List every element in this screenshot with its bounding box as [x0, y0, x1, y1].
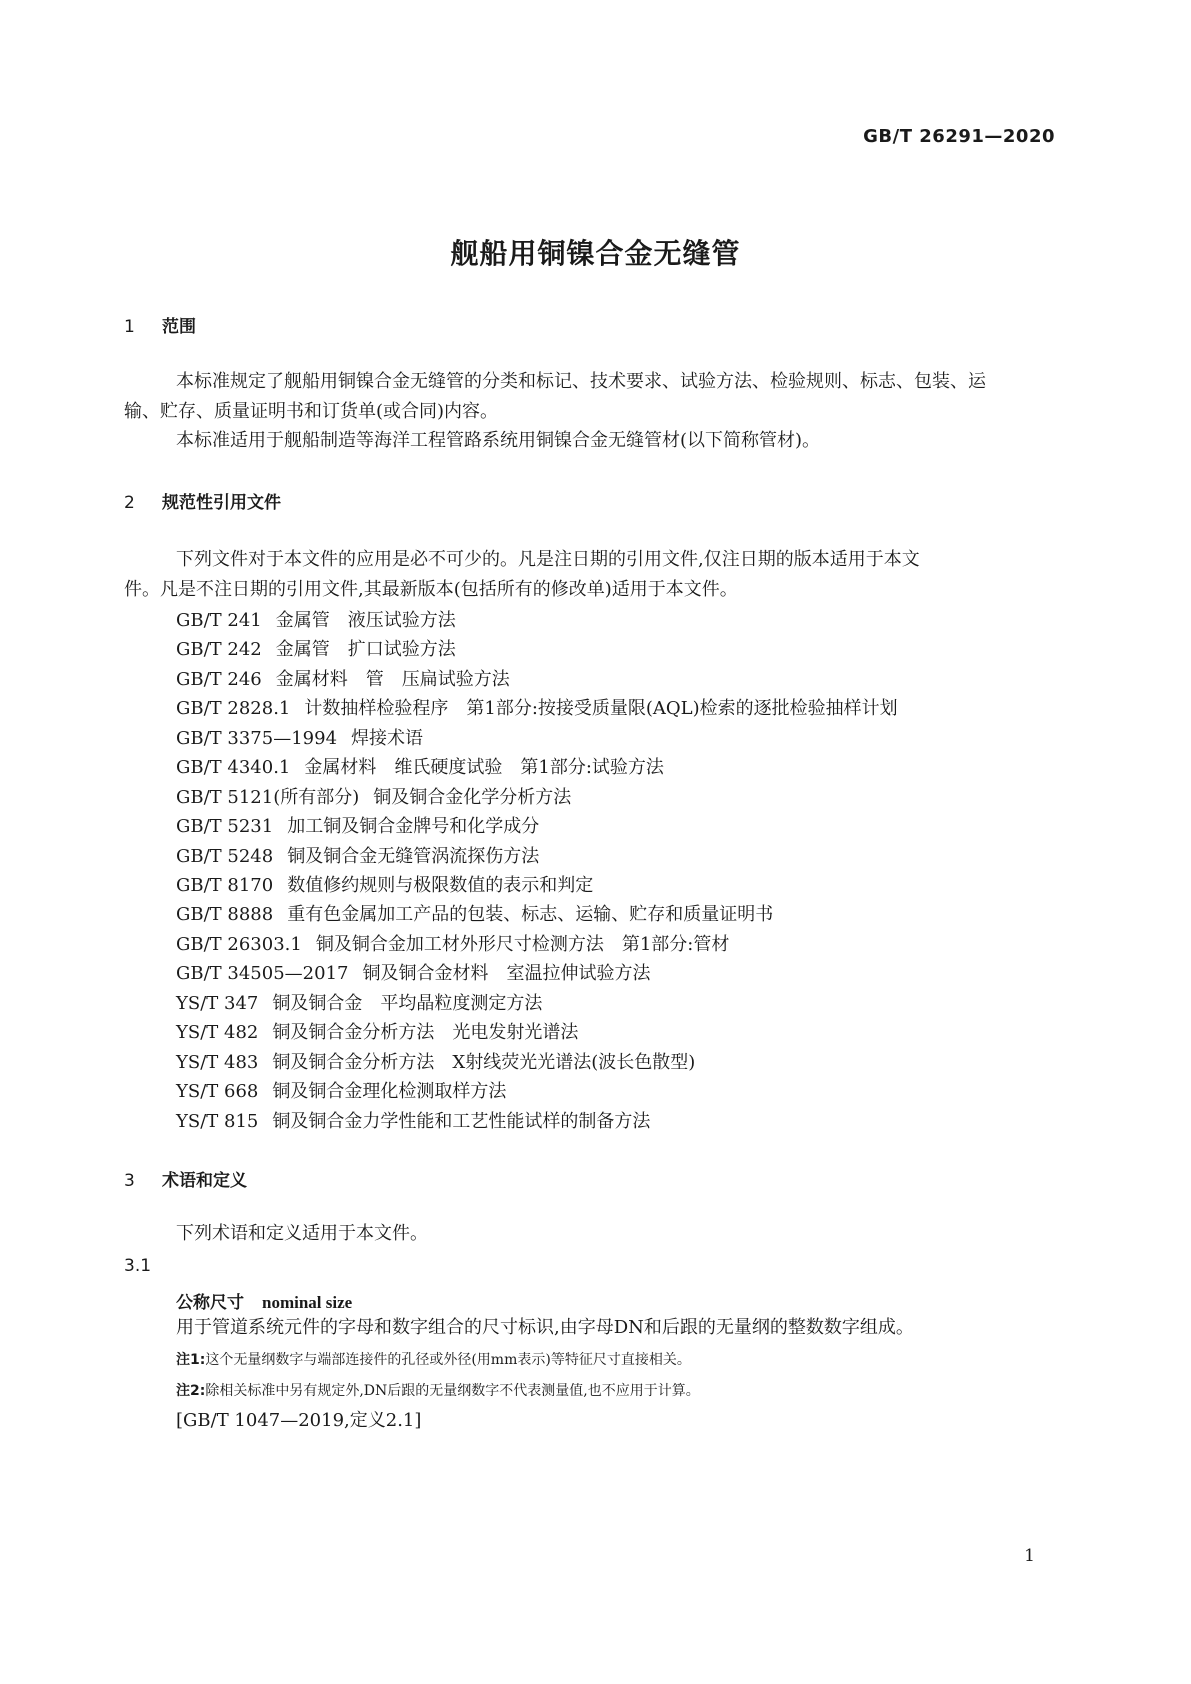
reference-item	[176, 871, 593, 897]
reference-title: 金属管 液压试验方法	[275, 610, 456, 631]
reference-item	[176, 900, 773, 926]
reference-code: GB/T 26303.1	[176, 934, 302, 955]
section-2-intro-line1: 下列文件对于本文件的应用是必不可少的。凡是注日期的引用文件,仅注日期的版本适用于本文	[176, 549, 920, 570]
term-definition: 用于管道系统元件的字母和数字组合的尺寸标识,由字母DN和后跟的无量纲的整数数字组成。	[176, 1317, 914, 1338]
reference-item	[176, 724, 423, 750]
section-title: 术语和定义	[162, 1171, 247, 1191]
reference-title: 铜及铜合金分析方法 X射线荧光光谱法(波长色散型)	[272, 1052, 696, 1073]
standard-code: GB/T 26291—2020	[863, 126, 1055, 147]
section-2-intro-line2: 件。凡是不注日期的引用文件,其最新版本(包括所有的修改单)适用于本文件。	[124, 579, 738, 600]
reference-code: YS/T 668	[176, 1081, 259, 1102]
section-1-para1-line2: 输、贮存、质量证明书和订货单(或合同)内容。	[124, 401, 499, 422]
section-number: 3	[124, 1171, 135, 1191]
reference-title: 铜及铜合金加工材外形尺寸检测方法 第1部分:管材	[315, 934, 730, 955]
reference-title: 金属材料 管 压扁试验方法	[275, 669, 510, 690]
reference-item	[176, 783, 571, 809]
note-label: 注1:	[176, 1352, 206, 1368]
reference-title: 加工铜及铜合金牌号和化学成分	[287, 816, 540, 837]
section-2-heading	[124, 488, 281, 513]
reference-title: 重有色金属加工产品的包装、标志、运输、贮存和质量证明书	[287, 904, 774, 925]
reference-code: GB/T 4340.1	[176, 757, 291, 778]
document-title: 舰船用铜镍合金无缝管	[450, 237, 741, 270]
reference-title: 铜及铜合金分析方法 光电发射光谱法	[272, 1022, 579, 1043]
reference-code: GB/T 8170	[176, 875, 274, 896]
term-name	[176, 1288, 352, 1313]
reference-title: 金属管 扩口试验方法	[275, 639, 456, 660]
section-1-heading	[124, 312, 196, 337]
reference-title: 铜及铜合金材料 室温拉伸试验方法	[362, 963, 651, 984]
term-number: 3.1	[124, 1256, 152, 1276]
section-1-para1-line1: 本标准规定了舰船用铜镍合金无缝管的分类和标记、技术要求、试验方法、检验规则、标志、包装、运	[176, 371, 986, 392]
term-note-2	[176, 1380, 700, 1400]
reference-code: GB/T 5248	[176, 846, 274, 867]
reference-code: GB/T 8888	[176, 904, 274, 925]
reference-code: GB/T 34505—2017	[176, 963, 349, 984]
reference-item	[176, 842, 539, 868]
note-label: 注2:	[176, 1383, 206, 1399]
reference-item	[176, 694, 898, 720]
page-number: 1	[1024, 1546, 1035, 1566]
reference-item	[176, 812, 539, 838]
term-source: [GB/T 1047—2019,定义2.1]	[176, 1410, 422, 1431]
reference-item	[176, 635, 456, 661]
reference-item	[176, 959, 650, 985]
term-name-en: nominal size	[262, 1293, 353, 1312]
reference-code: GB/T 241	[176, 610, 262, 631]
reference-item	[176, 665, 510, 691]
reference-code: YS/T 483	[176, 1052, 259, 1073]
reference-title: 铜及铜合金理化检测取样方法	[272, 1081, 507, 1102]
section-title: 范围	[162, 317, 196, 337]
section-number: 1	[124, 317, 135, 337]
note-text: 这个无量纲数字与端部连接件的孔径或外径(用mm表示)等特征尺寸直接相关。	[205, 1352, 691, 1368]
reference-code: GB/T 5121(所有部分)	[176, 787, 360, 808]
reference-title: 铜及铜合金化学分析方法	[373, 787, 572, 808]
reference-item	[176, 606, 456, 632]
reference-title: 铜及铜合金力学性能和工艺性能试样的制备方法	[272, 1111, 651, 1132]
section-3-intro: 下列术语和定义适用于本文件。	[176, 1223, 428, 1244]
reference-title: 铜及铜合金无缝管涡流探伤方法	[287, 846, 540, 867]
reference-item	[176, 1077, 506, 1103]
reference-item	[176, 989, 542, 1015]
reference-title: 焊接术语	[351, 728, 424, 749]
term-name-zh: 公称尺寸	[176, 1293, 244, 1313]
reference-item	[176, 1107, 650, 1133]
section-1-para2: 本标准适用于舰船制造等海洋工程管路系统用铜镍合金无缝管材(以下简称管材)。	[176, 430, 821, 451]
reference-title: 数值修约规则与极限数值的表示和判定	[287, 875, 594, 896]
reference-item	[176, 1048, 695, 1074]
term-note-1	[176, 1349, 691, 1369]
section-title: 规范性引用文件	[162, 493, 281, 513]
reference-code: GB/T 246	[176, 669, 262, 690]
reference-title: 铜及铜合金 平均晶粒度测定方法	[272, 993, 543, 1014]
section-3-heading	[124, 1166, 247, 1191]
reference-code: GB/T 3375—1994	[176, 728, 338, 749]
reference-code: GB/T 5231	[176, 816, 274, 837]
section-number: 2	[124, 493, 135, 513]
reference-item	[176, 753, 664, 779]
reference-item	[176, 1018, 578, 1044]
note-text: 除相关标准中另有规定外,DN后跟的无量纲数字不代表测量值,也不应用于计算。	[205, 1383, 700, 1399]
reference-code: YS/T 347	[176, 993, 259, 1014]
reference-code: YS/T 815	[176, 1111, 259, 1132]
reference-code: GB/T 2828.1	[176, 698, 291, 719]
reference-code: YS/T 482	[176, 1022, 259, 1043]
reference-title: 金属材料 维氏硬度试验 第1部分:试验方法	[304, 757, 664, 778]
reference-code: GB/T 242	[176, 639, 262, 660]
reference-title: 计数抽样检验程序 第1部分:按接受质量限(AQL)检索的逐批检验抽样计划	[304, 698, 898, 719]
reference-item	[176, 930, 729, 956]
